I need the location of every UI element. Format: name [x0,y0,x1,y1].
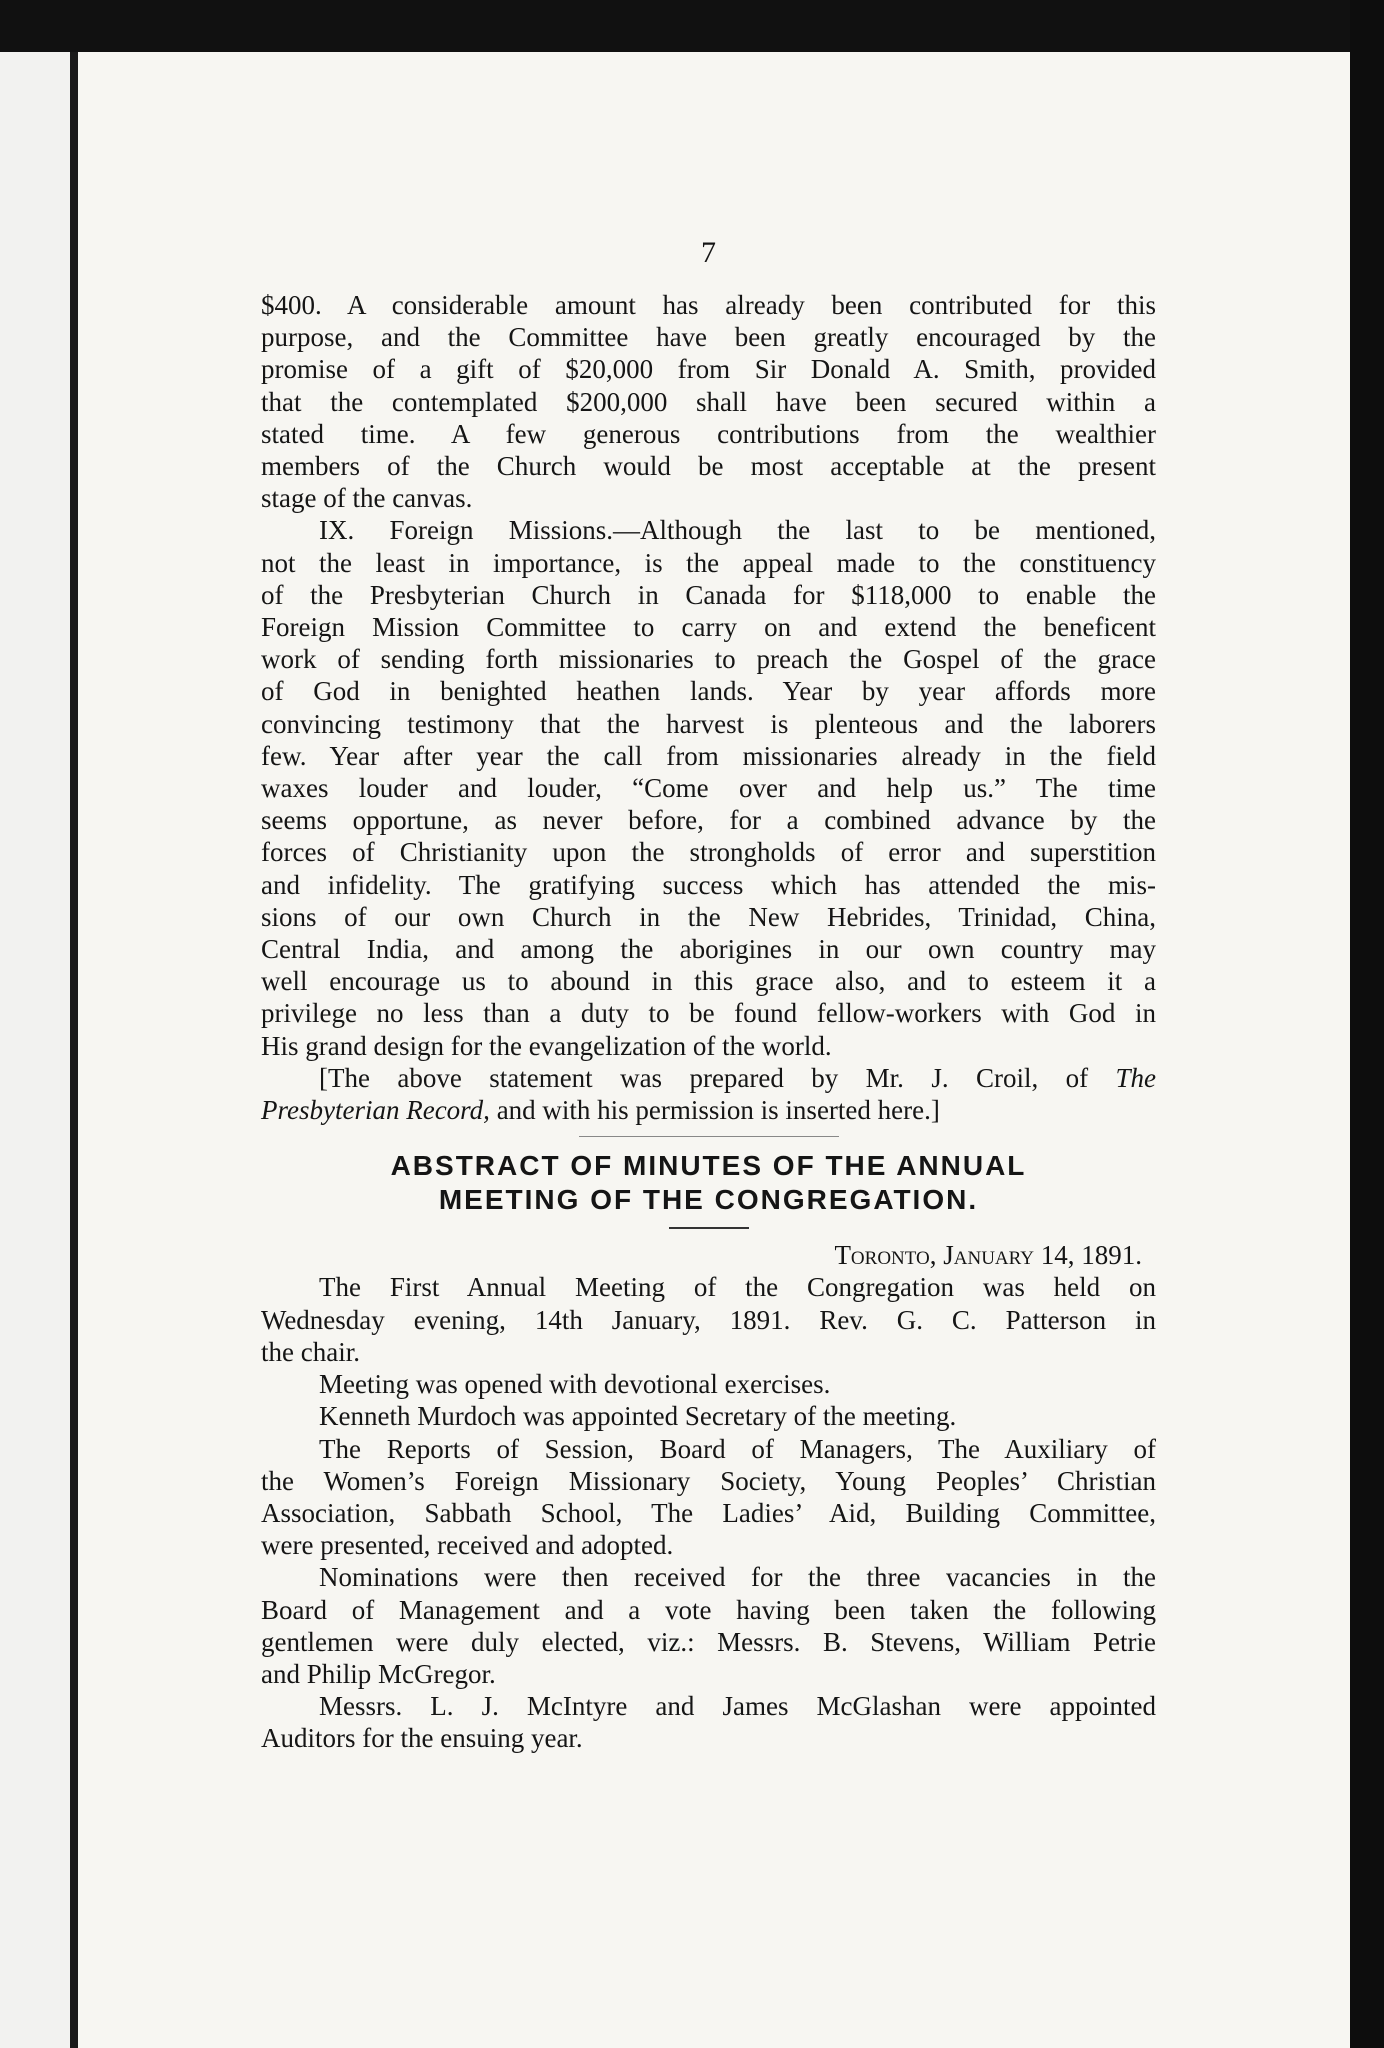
section-divider [579,1136,839,1137]
text-line: of the Presbyterian Church in Canada for $118,000 to enable the [261,579,1156,610]
text-line: sions of our own Church in the New Hebrides, Trinidad, China, [261,901,1156,932]
page-number: 7 [701,236,716,269]
scan-left-margin [0,52,70,2048]
text-line: work of sending forth missionaries to preach the Gospel of the grace [261,644,1156,675]
scan-top-border [0,0,1384,52]
text-line: Central India, and among the aborigines in our own country may [261,934,1156,965]
text-line: Wednesday evening, 14th January, 1891. Rev. G. C. Patterson in [261,1304,1156,1335]
paragraph-auditors [261,1690,1156,1754]
text-line: the chair. [261,1336,360,1367]
text-line: Association, Sabbath School, The Ladies’ Aid, Building Committee, [261,1497,1156,1528]
text-line: that the contemplated $200,000 shall have been secured within a [261,386,1156,417]
text-line: convincing testimony that the harvest is plenteous and the laborers [261,708,1156,739]
paragraph-nominations [261,1561,1156,1690]
text-line: stated time. A few generous contributions from the wealthier [261,418,1156,449]
note-text: and with his permission is inserted here.] [489,1095,940,1126]
paragraph-meeting [261,1271,1156,1368]
document-page [78,52,1350,2048]
text-line: members of the Church would be most acceptable at the present [261,451,1156,482]
text-line: waxes louder and louder, “Come over and help us.” The time [261,773,1156,804]
text-line: Foreign Mission Committee to carry on and extend the beneficent [261,612,1156,643]
text-line: Nominations were then received for the three vacancies in the [319,1562,1156,1593]
text-line: IX. Foreign Missions.—Although the last to be mentioned, [319,515,1156,546]
text-line: Board of Management and a vote having been taken the following [261,1594,1156,1625]
text-line: well encourage us to abound in this grace also, and to esteem it a [261,966,1156,997]
note-line-2 [261,1094,1156,1126]
text-line: stage of the canvas. [261,483,473,514]
text-line: $400. A considerable amount has already been contributed for this [261,290,1156,320]
note-italic: The [1115,1062,1156,1093]
text-line: and infidelity. The gratifying success which has attended the mis- [261,869,1156,900]
paragraph-secretary [261,1400,1156,1432]
text-line: Kenneth Murdoch was appointed Secretary of the meeting. [319,1401,957,1432]
text-line: Auditors for the ensuing year. [261,1723,583,1754]
dateline: Toronto, January 14, 1891. [834,1240,1142,1271]
text-line: few. Year after year the call from missionaries already in the field [261,740,1156,771]
page-content [261,237,1156,1755]
scan-left-edge [70,52,78,2048]
text-line: and Philip McGregor. [261,1658,496,1689]
text-line: The Reports of Session, Board of Managers, The Auxiliary of [319,1433,1156,1464]
paragraph-reports [261,1433,1156,1562]
editorial-note [261,1062,1156,1126]
text-line: were presented, received and adopted. [261,1530,674,1561]
text-line: forces of Christianity upon the strongholds of error and superstition [261,837,1156,868]
heading-line-2: MEETING OF THE CONGREGATION. [438,1184,979,1216]
paragraph-building-fund [261,289,1156,514]
text-line: Messrs. L. J. McIntyre and James McGlashan were appointed [319,1691,1156,1722]
paragraph-opening [261,1368,1156,1400]
text-line: not the least in importance, is the appeal made to the constituency [261,547,1156,578]
note-text: [The above statement was prepared by Mr. J. Croil, of [319,1062,1116,1093]
text-line: The First Annual Meeting of the Congregation was held on [319,1272,1156,1303]
text-line: purpose, and the Committee have been greatly encouraged by the [261,322,1156,353]
text-line: privilege no less than a duty to be found fellow-workers with God in [261,998,1156,1029]
text-line: of God in benighted heathen lands. Year by year affords more [261,676,1156,707]
scan-right-border [1350,0,1384,2048]
text-line: seems opportune, as never before, for a combined advance by the [261,805,1156,836]
paragraph-foreign-missions [261,514,1156,1061]
heading-underline [669,1227,749,1229]
text-line: gentlemen were duly elected, viz.: Messrs. B. Stevens, William Petrie [261,1626,1156,1657]
note-italic: Presbyterian Record, [261,1095,490,1126]
heading-line-1: ABSTRACT OF MINUTES OF THE ANNUAL [390,1150,1027,1182]
text-line: the Women’s Foreign Missionary Society, Young Peoples’ Christian [261,1465,1156,1496]
note-line-1 [261,1062,1156,1094]
text-line: promise of a gift of $20,000 from Sir Donald A. Smith, provided [261,354,1156,385]
text-line: His grand design for the evangelization of the world. [261,1030,832,1061]
text-line: Meeting was opened with devotional exercises. [319,1369,831,1400]
section-heading [261,1149,1156,1217]
